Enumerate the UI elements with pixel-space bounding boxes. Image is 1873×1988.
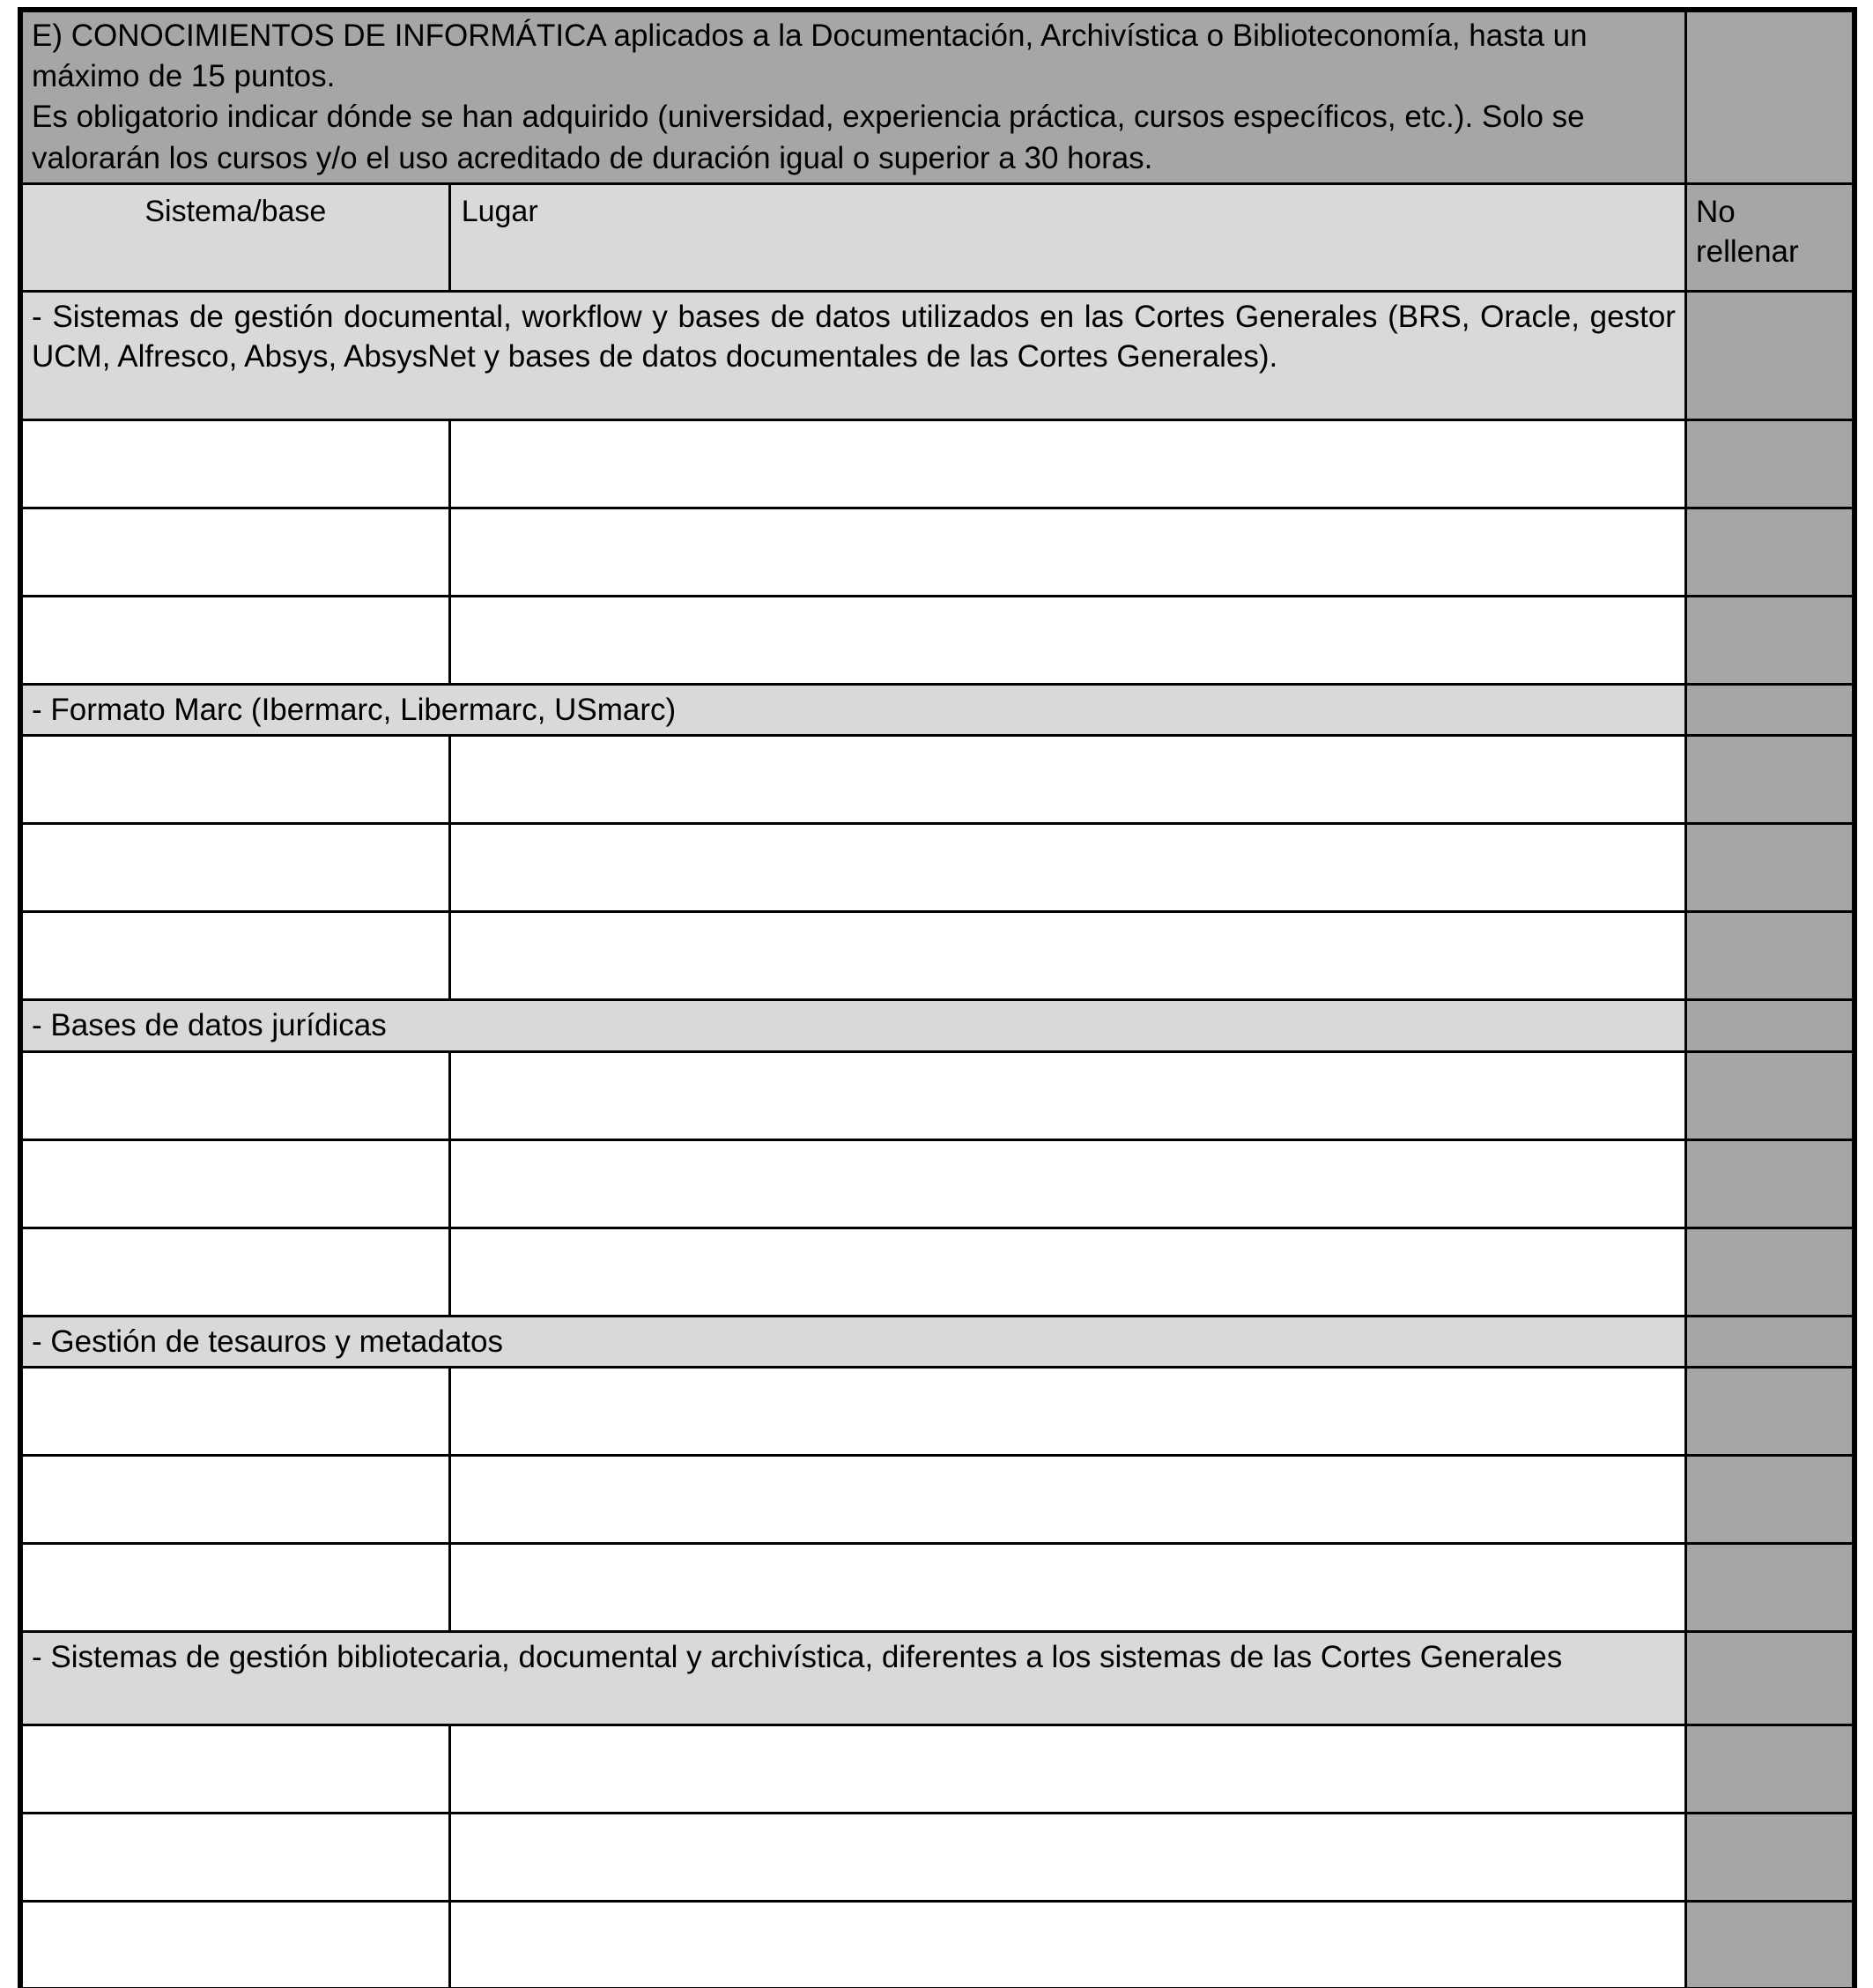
no-rellenar-cell bbox=[1685, 10, 1854, 183]
section-label-otros-sistemas: - Sistemas de gestión bibliotecaria, documental y archivística, diferentes a los sistemas de las Cortes Generales bbox=[20, 1632, 1685, 1725]
conocimientos-informatica-table bbox=[18, 7, 1857, 1988]
no-rellenar-cell bbox=[1685, 736, 1854, 824]
table-row bbox=[20, 1368, 1854, 1456]
table-row bbox=[20, 596, 1854, 684]
sistema-input-cell[interactable] bbox=[20, 508, 449, 596]
col-header-lugar: Lugar bbox=[449, 183, 1685, 291]
no-rellenar-cell bbox=[1685, 1725, 1854, 1814]
col-header-sistema-base: Sistema/base bbox=[20, 183, 449, 291]
lugar-input-cell[interactable] bbox=[449, 1456, 1685, 1544]
sistema-input-cell[interactable] bbox=[20, 1814, 449, 1902]
table-row bbox=[20, 10, 1854, 183]
no-rellenar-cell bbox=[1685, 508, 1854, 596]
lugar-input-cell[interactable] bbox=[449, 1544, 1685, 1632]
lugar-input-cell[interactable] bbox=[449, 1902, 1685, 1988]
table-row bbox=[20, 1456, 1854, 1544]
no-rellenar-cell bbox=[1685, 1544, 1854, 1632]
no-rellenar-cell bbox=[1685, 419, 1854, 508]
lugar-input-cell[interactable] bbox=[449, 419, 1685, 508]
no-rellenar-cell bbox=[1685, 1632, 1854, 1725]
table-row bbox=[20, 291, 1854, 419]
sistema-input-cell[interactable] bbox=[20, 1051, 449, 1139]
lugar-input-cell[interactable] bbox=[449, 824, 1685, 912]
sistema-input-cell[interactable] bbox=[20, 1228, 449, 1316]
table-row bbox=[20, 508, 1854, 596]
section-label-cortes-generales: - Sistemas de gestión documental, workflow y bases de datos utilizados en las Cortes Generales (BRS, Oracle, gestor UCM, Alfresco, Absys, AbsysNet y bases de datos documentales de las Cortes Generales). bbox=[20, 291, 1685, 419]
sistema-input-cell[interactable] bbox=[20, 1368, 449, 1456]
no-rellenar-cell bbox=[1685, 1368, 1854, 1456]
sistema-input-cell[interactable] bbox=[20, 596, 449, 684]
no-rellenar-cell bbox=[1685, 1456, 1854, 1544]
table-row bbox=[20, 1632, 1854, 1725]
lugar-input-cell[interactable] bbox=[449, 1725, 1685, 1814]
sistema-input-cell[interactable] bbox=[20, 736, 449, 824]
lugar-input-cell[interactable] bbox=[449, 596, 1685, 684]
sistema-input-cell[interactable] bbox=[20, 1139, 449, 1228]
table-row bbox=[20, 1000, 1854, 1052]
lugar-input-cell[interactable] bbox=[449, 1139, 1685, 1228]
lugar-input-cell[interactable] bbox=[449, 1814, 1685, 1902]
table-row bbox=[20, 1814, 1854, 1902]
sistema-input-cell[interactable] bbox=[20, 1725, 449, 1814]
table-row bbox=[20, 1228, 1854, 1316]
sistema-input-cell[interactable] bbox=[20, 419, 449, 508]
no-rellenar-cell bbox=[1685, 824, 1854, 912]
sistema-input-cell[interactable] bbox=[20, 824, 449, 912]
no-rellenar-cell bbox=[1685, 1139, 1854, 1228]
lugar-input-cell[interactable] bbox=[449, 912, 1685, 1000]
no-rellenar-cell bbox=[1685, 291, 1854, 419]
no-rellenar-cell bbox=[1685, 1814, 1854, 1902]
no-rellenar-cell bbox=[1685, 1051, 1854, 1139]
lugar-input-cell[interactable] bbox=[449, 508, 1685, 596]
table-row bbox=[20, 684, 1854, 736]
table-row bbox=[20, 1902, 1854, 1988]
table-row bbox=[20, 1544, 1854, 1632]
lugar-input-cell[interactable] bbox=[449, 1051, 1685, 1139]
col-header-no-rellenar: No rellenar bbox=[1685, 183, 1854, 291]
table-row bbox=[20, 824, 1854, 912]
section-label-formato-marc: - Formato Marc (Ibermarc, Libermarc, USmarc) bbox=[20, 684, 1685, 736]
sistema-input-cell[interactable] bbox=[20, 1902, 449, 1988]
lugar-input-cell[interactable] bbox=[449, 1368, 1685, 1456]
table-row bbox=[20, 419, 1854, 508]
sistema-input-cell[interactable] bbox=[20, 1456, 449, 1544]
section-label-tesauros-metadatos: - Gestión de tesauros y metadatos bbox=[20, 1316, 1685, 1368]
no-rellenar-cell bbox=[1685, 596, 1854, 684]
sistema-input-cell[interactable] bbox=[20, 912, 449, 1000]
sistema-input-cell[interactable] bbox=[20, 1544, 449, 1632]
table-row bbox=[20, 1316, 1854, 1368]
no-rellenar-cell bbox=[1685, 1228, 1854, 1316]
no-rellenar-cell bbox=[1685, 684, 1854, 736]
no-rellenar-cell bbox=[1685, 1902, 1854, 1988]
lugar-input-cell[interactable] bbox=[449, 736, 1685, 824]
section-label-bases-juridicas: - Bases de datos jurídicas bbox=[20, 1000, 1685, 1052]
no-rellenar-cell bbox=[1685, 912, 1854, 1000]
table-row bbox=[20, 912, 1854, 1000]
lugar-input-cell[interactable] bbox=[449, 1228, 1685, 1316]
title-paragraph-1: E) CONOCIMIENTOS DE INFORMÁTICA aplicados a la Documentación, Archivística o Biblioteconomía, hasta un máximo de 15 puntos. bbox=[32, 19, 1588, 94]
no-rellenar-cell bbox=[1685, 1000, 1854, 1052]
table-row bbox=[20, 736, 1854, 824]
title-paragraph-2: Es obligatorio indicar dónde se han adquirido (universidad, experiencia práctica, cursos específicos, etc.). Solo se valorarán los cursos y/o el uso acreditado de duración igual o superior a 30 horas. bbox=[32, 100, 1585, 175]
section-e-title bbox=[20, 10, 1685, 183]
table-row bbox=[20, 1725, 1854, 1814]
table-row bbox=[20, 1139, 1854, 1228]
table-row bbox=[20, 183, 1854, 291]
table-row bbox=[20, 1051, 1854, 1139]
no-rellenar-cell bbox=[1685, 1316, 1854, 1368]
